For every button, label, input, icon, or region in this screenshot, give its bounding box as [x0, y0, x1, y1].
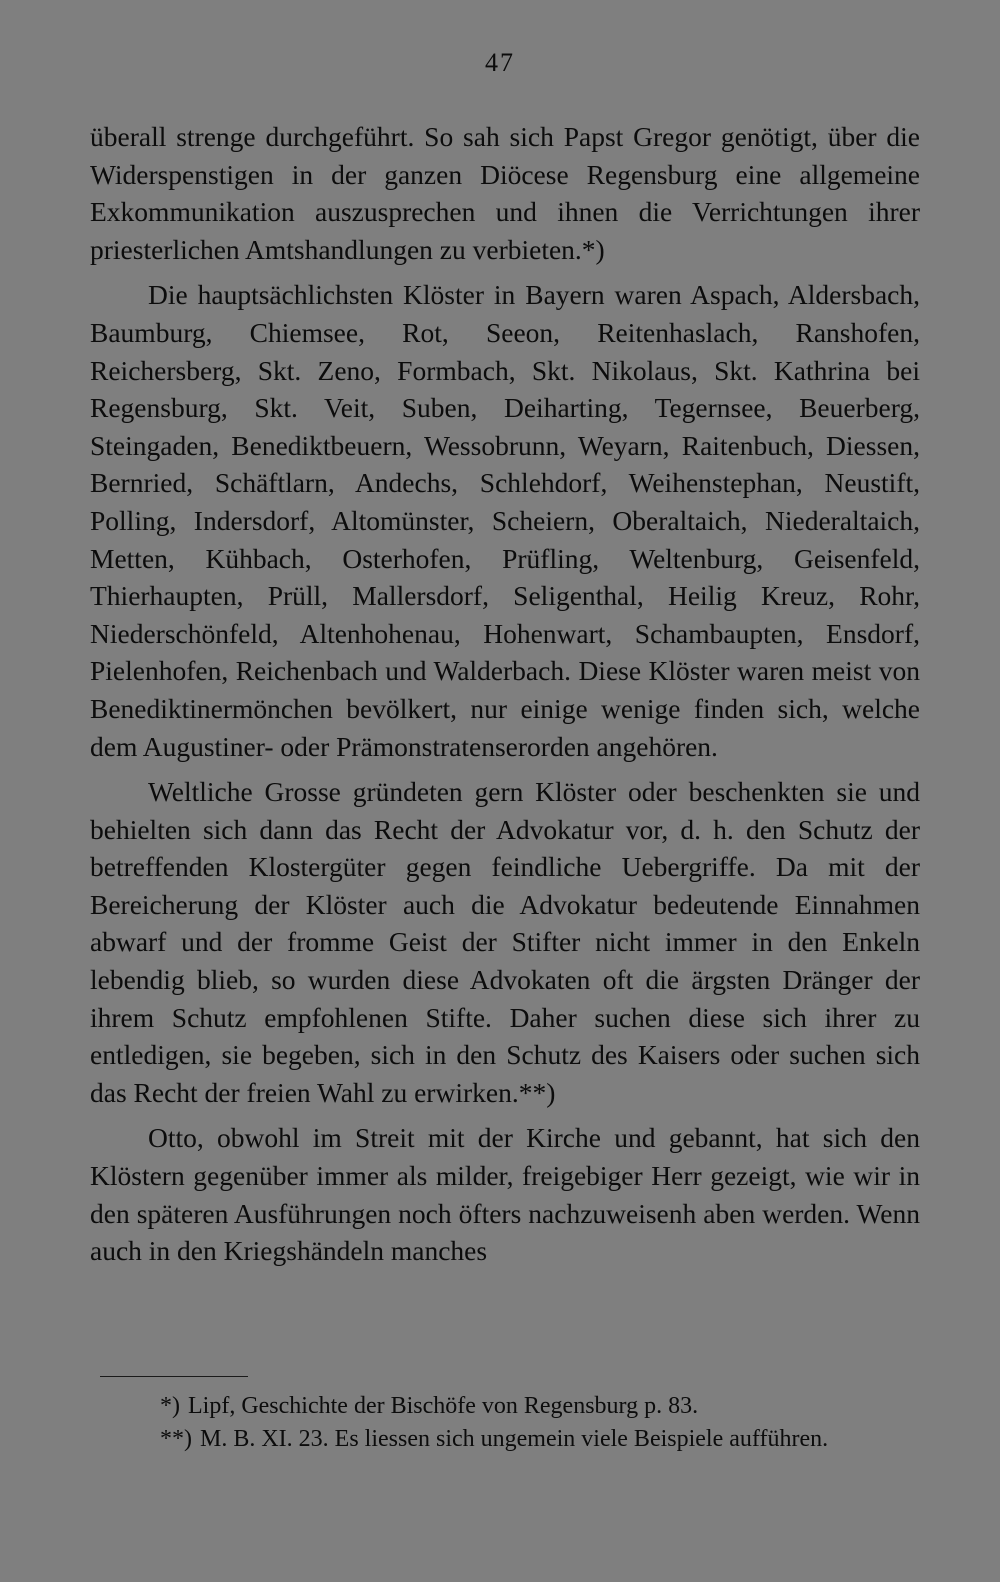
footnote-1-text: Lipf, Geschichte der Bischöfe von Regensburg p. 83. — [188, 1393, 699, 1419]
paragraph-4: Otto, obwohl im Streit mit der Kirche und gebannt, hat sich den Klöstern gegenüber immer als milder, freigebiger Herr gezeigt, wie wir in den späteren Ausführungen noch öfters nachzuweisenh aben werden. Wenn auch in den Kriegshändeln manches — [90, 1122, 920, 1267]
footnote-2-text: M. B. XI. 23. Es liessen sich ungemein viele Beispiele aufführen. — [200, 1426, 829, 1452]
footnote-1 — [100, 1390, 920, 1423]
body-text — [90, 118, 920, 1278]
footnote-2-mark: **) — [160, 1426, 192, 1452]
footnote-divider — [100, 1376, 248, 1377]
page-number: 47 — [485, 48, 515, 77]
footnote-1-mark: *) — [160, 1393, 180, 1419]
paragraph-1: überall strenge durchgeführt. So sah sich Papst Gregor genötigt, über die Widerspenstigen in der ganzen Diöcese Regensburg eine allgemeine Exkommunikation auszusprechen und ihnen die Verrichtungen ihrer priesterlichen Amtshandlungen zu verbieten.*) — [90, 121, 920, 265]
paragraph-3: Weltliche Grosse gründeten gern Klöster oder beschenkten sie und behielten sich dann das Recht der Advokatur vor, d. h. den Schutz der betreffenden Klostergüter gegen feindliche Uebergriffe. Da mit der Bereicherung der Klöster auch die Advokatur bedeutende Einnahmen abwarf und der fromme Geist der Stifter nicht immer in den Enkeln lebendig blieb, so wurden diese Advokaten oft die ärgsten Dränger der ihrem Schutz empfohlenen Stifte. Daher suchen diese sich ihrer zu entledigen, sie begeben, sich in den Schutz des Kaisers oder suchen sich das Recht der freien Wahl zu erwirken.**) — [90, 776, 920, 1108]
footnotes — [100, 1390, 920, 1456]
footnote-2 — [100, 1423, 920, 1456]
paragraph-2: Die hauptsächlichsten Klöster in Bayern waren Aspach, Aldersbach, Baumburg, Chiemsee, Rot, Seeon, Reitenhaslach, Ranshofen, Reichersberg, Skt. Zeno, Formbach, Skt. Nikolaus, Skt. Kathrina bei Regensburg, Skt. Veit, Suben, Deiharting, Tegernsee, Beuerberg, Steingaden, Benediktbeuern, Wessobrunn, Weyarn, Raitenbuch, Diessen, Bernried, Schäftlarn, Andechs, Schlehdorf, Weihenstephan, Neustift, Polling, Indersdorf, Altomünster, Scheiern, Oberaltaich, Niederaltaich, Metten, Kühbach, Osterhofen, Prüfling, Weltenburg, Geisenfeld, Thierhaupten, Prüll, Mallersdorf, Seligenthal, Heilig Kreuz, Rohr, Niederschönfeld, Altenhohenau, Hohenwart, Schambaupten, Ensdorf, Pielenhofen, Reichenbach und Walderbach. Diese Klöster waren meist von Benediktinermönchen bevölkert, nur einige wenige finden sich, welche dem Augustiner- oder Prämonstratenserorden angehören. — [90, 279, 920, 762]
